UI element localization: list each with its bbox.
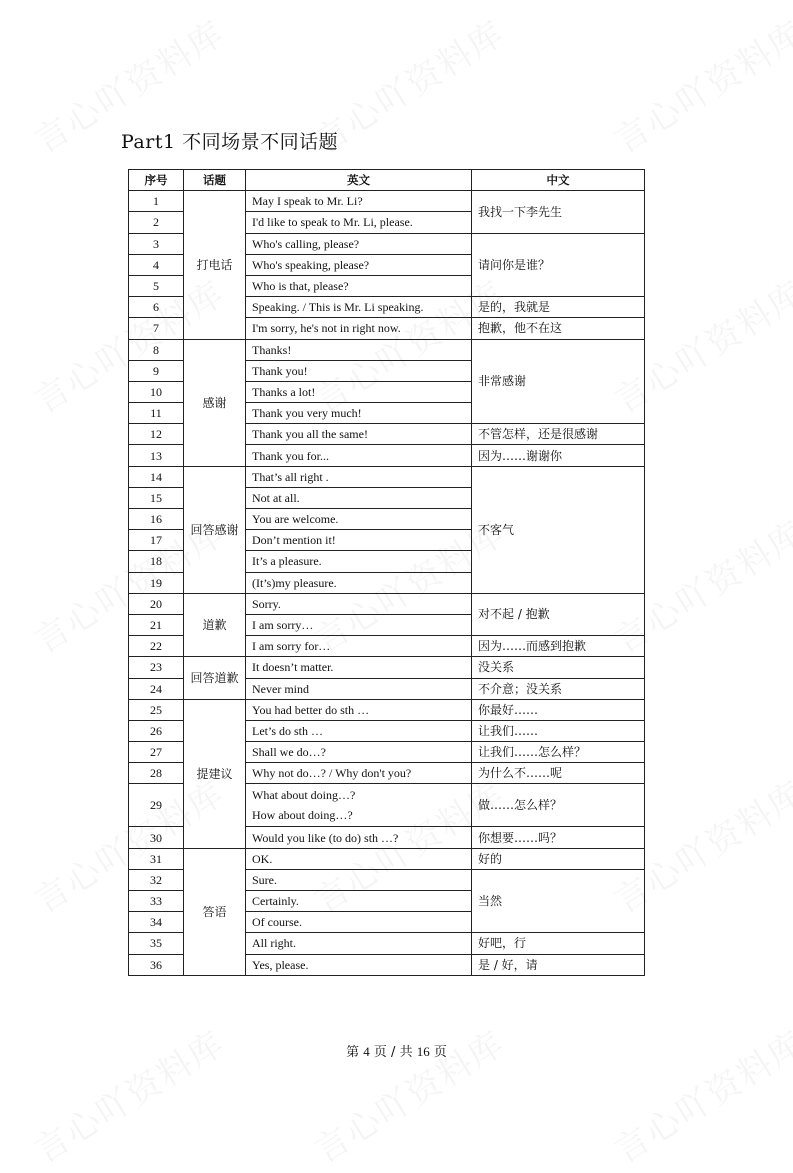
english-phrase [246, 487, 472, 508]
table-row [129, 657, 645, 678]
chinese-meaning: 让我们…… [472, 720, 645, 741]
table-row [129, 593, 645, 614]
english-phrase [246, 297, 472, 318]
english-line: Never mind [252, 681, 309, 696]
watermark-text [303, 1016, 512, 1172]
footer-total-pages: 16 [416, 1044, 430, 1059]
english-line: Not at all. [252, 490, 300, 505]
english-line: Sure. [252, 872, 277, 887]
english-phrase [246, 657, 472, 678]
topic-cell: 答语 [184, 848, 246, 975]
chinese-meaning: 没关系 [472, 657, 645, 678]
row-number: 36 [129, 954, 184, 975]
english-line: Who's speaking, please? [252, 257, 370, 272]
row-number: 15 [129, 487, 184, 508]
row-number: 29 [129, 784, 184, 827]
chinese-meaning: 好的 [472, 848, 645, 869]
english-line: All right. [252, 936, 296, 951]
topic-cell: 回答道歉 [184, 657, 246, 699]
english-phrase [246, 699, 472, 720]
english-phrase [246, 614, 472, 635]
row-number: 13 [129, 445, 184, 466]
english-line: Yes, please. [252, 957, 309, 972]
english-line: You are welcome. [252, 512, 339, 527]
chinese-meaning: 不管怎样，还是很感谢 [472, 424, 645, 445]
english-phrase [246, 424, 472, 445]
english-phrase [246, 593, 472, 614]
english-line: (It’s)my pleasure. [252, 575, 337, 590]
watermark-text [603, 1016, 793, 1172]
english-phrase [246, 912, 472, 933]
english-phrase [246, 636, 472, 657]
row-number: 11 [129, 403, 184, 424]
english-phrase [246, 339, 472, 360]
row-number: 32 [129, 869, 184, 890]
header-topic: 话题 [184, 170, 246, 191]
row-number: 26 [129, 720, 184, 741]
english-phrase [246, 530, 472, 551]
table-row [129, 191, 645, 212]
chinese-meaning: 为什么不……呢 [472, 763, 645, 784]
footer-current-page: 4 [363, 1044, 370, 1059]
footer-middle: 页 / 共 [373, 1045, 413, 1060]
english-phrase [246, 275, 472, 296]
english-phrase [246, 318, 472, 339]
english-phrase [246, 848, 472, 869]
english-phrase [246, 360, 472, 381]
english-phrase [246, 742, 472, 763]
english-line: Shall we do…? [252, 745, 326, 760]
table-row [129, 466, 645, 487]
header-chinese: 中文 [472, 170, 645, 191]
english-phrase [246, 933, 472, 954]
english-line: Sorry. [252, 596, 281, 611]
chinese-meaning: 是的，我就是 [472, 297, 645, 318]
english-line: Why not do…? / Why don't you? [252, 766, 412, 781]
english-line: Who's calling, please? [252, 236, 360, 251]
english-line: Certainly. [252, 894, 299, 909]
english-line: Let’s do sth … [252, 723, 323, 738]
english-line: I am sorry for… [252, 639, 331, 654]
row-number: 28 [129, 763, 184, 784]
english-line: I'm sorry, he's not in right now. [252, 321, 401, 336]
row-number: 16 [129, 509, 184, 530]
phrase-table [128, 169, 645, 976]
header-number: 序号 [129, 170, 184, 191]
english-phrase [246, 191, 472, 212]
english-phrase [246, 720, 472, 741]
english-phrase [246, 445, 472, 466]
row-number: 6 [129, 297, 184, 318]
watermark-text [23, 1016, 232, 1172]
table-row [129, 339, 645, 360]
chinese-meaning: 因为……而感到抱歉 [472, 636, 645, 657]
chinese-meaning: 做……怎么样？ [472, 784, 645, 827]
english-phrase [246, 827, 472, 848]
chinese-meaning: 你想要……吗？ [472, 827, 645, 848]
english-phrase [246, 891, 472, 912]
row-number: 4 [129, 254, 184, 275]
english-line: Who is that, please? [252, 279, 349, 294]
chinese-meaning: 不介意；没关系 [472, 678, 645, 699]
row-number: 18 [129, 551, 184, 572]
english-phrase [246, 869, 472, 890]
english-phrase [246, 954, 472, 975]
row-number: 20 [129, 593, 184, 614]
topic-cell: 回答感谢 [184, 466, 246, 593]
english-line: Thank you very much! [252, 406, 362, 421]
row-number: 24 [129, 678, 184, 699]
english-phrase [246, 572, 472, 593]
chinese-meaning: 是 / 好，请 [472, 954, 645, 975]
english-line: Thank you! [252, 363, 308, 378]
chinese-meaning: 对不起 / 抱歉 [472, 593, 645, 635]
chinese-meaning: 抱歉，他不在这 [472, 318, 645, 339]
chinese-meaning: 当然 [472, 869, 645, 933]
chinese-meaning: 你最好…… [472, 699, 645, 720]
english-line: I'd like to speak to Mr. Li, please. [252, 215, 413, 230]
table-row [129, 699, 645, 720]
row-number: 27 [129, 742, 184, 763]
english-line: It doesn’t matter. [252, 660, 334, 675]
row-number: 34 [129, 912, 184, 933]
english-phrase [246, 254, 472, 275]
row-number: 1 [129, 191, 184, 212]
table-body [129, 191, 645, 976]
english-line: Don’t mention it! [252, 533, 336, 548]
english-line: Thank you all the same! [252, 427, 368, 442]
row-number: 10 [129, 381, 184, 402]
row-number: 3 [129, 233, 184, 254]
chinese-meaning: 好吧，行 [472, 933, 645, 954]
row-number: 25 [129, 699, 184, 720]
english-phrase [246, 381, 472, 402]
row-number: 7 [129, 318, 184, 339]
english-line: Speaking. / This is Mr. Li speaking. [252, 300, 424, 315]
row-number: 30 [129, 827, 184, 848]
chinese-meaning: 非常感谢 [472, 339, 645, 424]
english-line: Thanks a lot! [252, 384, 316, 399]
topic-cell: 感谢 [184, 339, 246, 466]
row-number: 21 [129, 614, 184, 635]
english-line: It’s a pleasure. [252, 554, 322, 569]
english-line: May I speak to Mr. Li? [252, 194, 363, 209]
english-line: You had better do sth … [252, 702, 370, 717]
row-number: 9 [129, 360, 184, 381]
watermark-text [603, 6, 793, 162]
row-number: 33 [129, 891, 184, 912]
row-number: 12 [129, 424, 184, 445]
chinese-meaning: 我找一下李先生 [472, 191, 645, 233]
row-number: 31 [129, 848, 184, 869]
english-line: I am sorry… [252, 618, 314, 633]
table-row [129, 848, 645, 869]
english-line: How about doing…? [252, 808, 353, 823]
english-line: Thank you for... [252, 448, 329, 463]
row-number: 14 [129, 466, 184, 487]
english-phrase [246, 233, 472, 254]
chinese-meaning: 请问你是谁？ [472, 233, 645, 297]
english-phrase [246, 678, 472, 699]
topic-cell: 道歉 [184, 593, 246, 657]
table-header-row [129, 170, 645, 191]
row-number: 2 [129, 212, 184, 233]
footer-suffix: 页 [433, 1045, 447, 1060]
row-number: 8 [129, 339, 184, 360]
row-number: 23 [129, 657, 184, 678]
page-footer [0, 1041, 793, 1060]
topic-cell: 打电话 [184, 191, 246, 339]
english-line: Thanks! [252, 342, 292, 357]
page-title: Part1 不同场景不同话题 [121, 131, 339, 153]
english-phrase [246, 763, 472, 784]
row-number: 19 [129, 572, 184, 593]
chinese-meaning: 让我们……怎么样？ [472, 742, 645, 763]
row-number: 35 [129, 933, 184, 954]
footer-prefix: 第 [346, 1045, 360, 1060]
english-phrase [246, 212, 472, 233]
row-number: 17 [129, 530, 184, 551]
english-phrase [246, 784, 472, 827]
english-phrase [246, 403, 472, 424]
english-line: What about doing…? [252, 788, 356, 803]
topic-cell: 提建议 [184, 699, 246, 848]
chinese-meaning: 不客气 [472, 466, 645, 593]
english-phrase [246, 509, 472, 530]
english-line: Would you like (to do) sth …? [252, 830, 399, 845]
english-line: OK. [252, 851, 273, 866]
chinese-meaning: 因为……谢谢你 [472, 445, 645, 466]
english-line: That’s all right . [252, 469, 329, 484]
header-english: 英文 [246, 170, 472, 191]
row-number: 22 [129, 636, 184, 657]
english-phrase [246, 466, 472, 487]
english-line: Of course. [252, 915, 302, 930]
english-phrase [246, 551, 472, 572]
row-number: 5 [129, 275, 184, 296]
